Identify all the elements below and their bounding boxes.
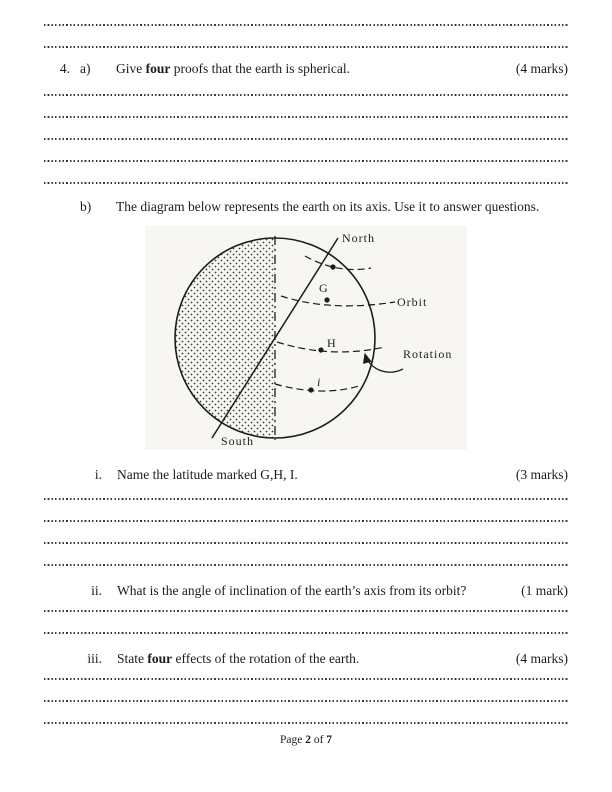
- answer-line: [44, 138, 568, 140]
- label-south: South: [221, 434, 255, 448]
- answer-line: [44, 610, 568, 612]
- question-4b-ii: [44, 582, 568, 600]
- question-text: The diagram below represents the earth on its axis. Use it to answer questions.: [116, 199, 540, 214]
- answer-line: [44, 182, 568, 184]
- roman-numeral: iii.: [87, 651, 102, 666]
- stippled-hemisphere: [175, 238, 275, 438]
- question-text-bold: four: [147, 651, 173, 666]
- latitude-point-g: [324, 297, 329, 302]
- label-g: G: [319, 281, 328, 295]
- marks-label: (3 marks): [515, 467, 568, 482]
- answer-line: [44, 678, 568, 680]
- question-text-suffix: proofs that the earth is spherical.: [170, 61, 350, 76]
- question-4a: [44, 60, 568, 78]
- roman-numeral: ii.: [91, 583, 102, 598]
- question-letter: a): [80, 61, 91, 76]
- footer-total-pages: 7: [326, 734, 333, 746]
- label-north: North: [342, 231, 375, 245]
- question-text: Name the latitude marked G,H, I.: [117, 467, 298, 482]
- question-4b: [44, 198, 568, 216]
- answer-line: [44, 700, 568, 702]
- answer-line: [44, 498, 568, 500]
- question-4b-i: [44, 466, 568, 484]
- label-i: i: [317, 375, 321, 389]
- answer-line: [44, 520, 568, 522]
- page-footer: [44, 734, 568, 746]
- question-text: [117, 650, 359, 668]
- latitude-point-i: [308, 387, 313, 392]
- latitude-point-top: [330, 264, 335, 269]
- answer-line: [44, 24, 568, 26]
- label-rotation: Rotation: [403, 347, 453, 361]
- footer-page-number: 2: [305, 734, 311, 746]
- question-letter: b): [80, 199, 92, 214]
- marks-label: (4 marks): [515, 61, 568, 76]
- answer-line: [44, 542, 568, 544]
- answer-line: [44, 160, 568, 162]
- answer-line: [44, 722, 568, 724]
- earth-diagram-figure: [145, 226, 467, 450]
- answer-line: [44, 632, 568, 634]
- label-orbit: Orbit: [397, 295, 428, 309]
- latitude-point-h: [318, 347, 323, 352]
- answer-line: [44, 94, 568, 96]
- earth-diagram: [145, 226, 467, 450]
- question-text-bold: four: [145, 61, 171, 76]
- footer-text: Page: [279, 734, 306, 746]
- latitude-curve-top: [305, 256, 371, 270]
- question-text-prefix: State: [117, 651, 148, 666]
- question-number: 4.: [59, 61, 70, 76]
- footer-text: of: [310, 734, 327, 746]
- question-text: [116, 60, 350, 78]
- marks-label: (4 marks): [515, 651, 568, 666]
- roman-numeral: i.: [94, 467, 102, 482]
- question-text-suffix: effects of the rotation of the earth.: [172, 651, 360, 666]
- answer-line: [44, 116, 568, 118]
- label-h: H: [327, 336, 336, 350]
- question-4b-iii: [44, 650, 568, 668]
- question-text-prefix: Give: [116, 61, 146, 76]
- answer-line: [44, 46, 568, 48]
- latitude-curve-g: [281, 296, 395, 306]
- question-text: What is the angle of inclination of the earth’s axis from its orbit?: [117, 583, 467, 598]
- answer-line: [44, 564, 568, 566]
- marks-label: (1 mark): [521, 583, 568, 598]
